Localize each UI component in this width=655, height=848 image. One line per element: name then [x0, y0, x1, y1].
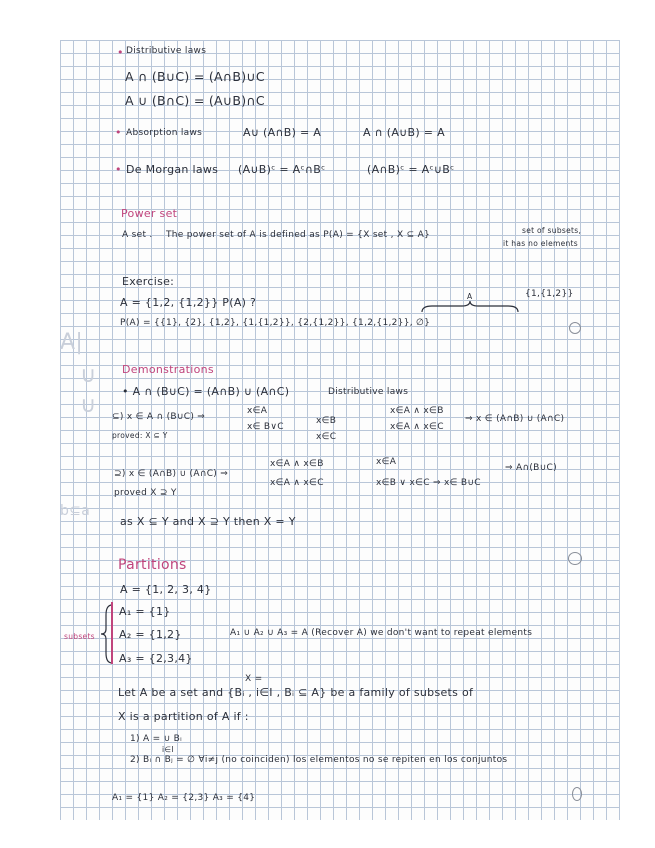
hole-punch-mark: [568, 552, 582, 565]
absorption-law-1: A∪ (A∩B) = A: [243, 126, 322, 139]
absorption-law-2: A ∩ (A∪B) = A: [363, 126, 445, 139]
proof-l1-r2: x∈A ∧ x∈C: [390, 422, 444, 432]
power-set-title: Power set: [121, 207, 178, 220]
distributive-law-2: A ∪ (B∩C) = (A∪B)∩C: [125, 93, 265, 108]
proof-l3-r1: x∈A: [376, 457, 397, 467]
partition-def-1: Let A be a set and {Bᵢ , i∈I , Bᵢ ⊆ A} be a family of subsets of: [118, 686, 474, 699]
bullet: •: [117, 46, 124, 59]
partition-a3: A₃ = {2,3,4}: [119, 652, 193, 665]
exercise-given: A = {1,2, {1,2}} P(A) ?: [120, 296, 257, 309]
power-set-note-2: it has no elements: [503, 239, 579, 248]
proof-l3-m2: x∈A ∧ x∈C: [270, 478, 324, 488]
bullet: •: [115, 126, 122, 139]
proof-l1-mid-b: x∈ B∨C: [247, 422, 284, 432]
partition-cond-2: 2) Bᵢ ∩ Bⱼ = ∅ ∀i≠j (no coinciden) los elementos no se repiten en los conjuntos: [130, 755, 508, 765]
demorgan-law-2: (A∩B)ᶜ = Aᶜ∪Bᶜ: [367, 163, 455, 176]
margin-mark: ∪: [80, 363, 97, 388]
curly-brace: [420, 300, 520, 314]
exercise-top-set: {1,{1,2}}: [525, 289, 574, 299]
hole-punch-mark: [569, 322, 581, 334]
power-set-def-a: A set .: [122, 230, 153, 240]
demonstrations-title: Demonstrations: [122, 363, 214, 376]
partition-a-set: A = {1, 2, 3, 4}: [120, 583, 212, 596]
exercise-brace-label: A: [467, 292, 473, 301]
exercise-title: Exercise:: [122, 275, 175, 288]
proof-l1-end: ⇒ x ∈ (A∩B) ∪ (A∩C): [465, 414, 565, 424]
hole-punch-mark: [572, 787, 582, 801]
power-set-note-1: set of subsets,: [522, 226, 582, 235]
margin-mark: A|: [60, 330, 84, 355]
proof-l3-r2: x∈B ∨ x∈C ⇒ x∈ B∪C: [376, 478, 481, 488]
distributive-title: Distributive laws: [126, 46, 207, 56]
partition-def-2: X is a partition of A if :: [118, 710, 249, 723]
margin-mark: b⊆a: [60, 503, 91, 519]
partition-cond-1-sub: i∈I: [162, 745, 174, 754]
proof-line-3: ⊇) x ∈ (A∩B) ∪ (A∩C) ⇒: [114, 469, 229, 479]
margin-mark: ∪: [80, 393, 97, 418]
subsets-label: subsets: [64, 632, 95, 641]
exercise-answer: P(A) = {{1}, {2}, {1,2}, {1,{1,2}}, {2,{1,2}}, {1,2,{1,2}}, ∅}: [120, 318, 431, 328]
partition-x-label: X =: [245, 674, 263, 684]
demorgan-law-1: (A∪B)ᶜ = Aᶜ∩Bᶜ: [238, 163, 326, 176]
grid-paper: [60, 40, 620, 820]
power-set-def-b: The power set of A is defined as P(A) = {X set , X ⊆ A}: [166, 230, 431, 240]
proof-l1-mid-a: x∈A: [247, 406, 268, 416]
proof-l3-end: ⇒ A∩(B∪C): [505, 463, 557, 473]
proof-l3-m1: x∈A ∧ x∈B: [270, 459, 324, 469]
proof-proved-1: proved: X ⊆ Y: [112, 431, 168, 440]
proof-proved-2: proved X ⊇ Y: [114, 488, 177, 498]
demorgan-title: De Morgan laws: [126, 163, 219, 176]
partition-a1: A₁ = {1}: [119, 605, 171, 618]
demonstration-claim-label: Distributive laws: [328, 387, 409, 397]
bullet: •: [115, 163, 122, 176]
partition-cond-1: 1) A = ∪ Bᵢ: [130, 734, 183, 744]
partition-a2: A₂ = {1,2}: [119, 628, 182, 641]
proof-l1-c2: x∈C: [316, 432, 337, 442]
partition-example: A₁ = {1} A₂ = {2,3} A₃ = {4}: [112, 793, 256, 803]
proof-l1-c1: x∈B: [316, 416, 337, 426]
absorption-title: Absorption laws: [126, 128, 203, 138]
proof-line-1: ⊆) x ∈ A ∩ (B∪C) ⇒: [112, 412, 206, 422]
pink-bar: [111, 602, 113, 664]
proof-l1-r1: x∈A ∧ x∈B: [390, 406, 444, 416]
distributive-law-1: A ∩ (B∪C) = (A∩B)∪C: [125, 69, 265, 84]
proof-conclusion: as X ⊆ Y and X ⊇ Y then X = Y: [120, 515, 296, 528]
partitions-title: Partitions: [118, 557, 187, 573]
partition-union: A₁ ∪ A₂ ∪ A₃ = A (Recover A) we don't want to repeat elements: [230, 628, 533, 638]
demonstration-claim: • A ∩ (B∪C) = (A∩B) ∪ (A∩C): [122, 385, 290, 398]
